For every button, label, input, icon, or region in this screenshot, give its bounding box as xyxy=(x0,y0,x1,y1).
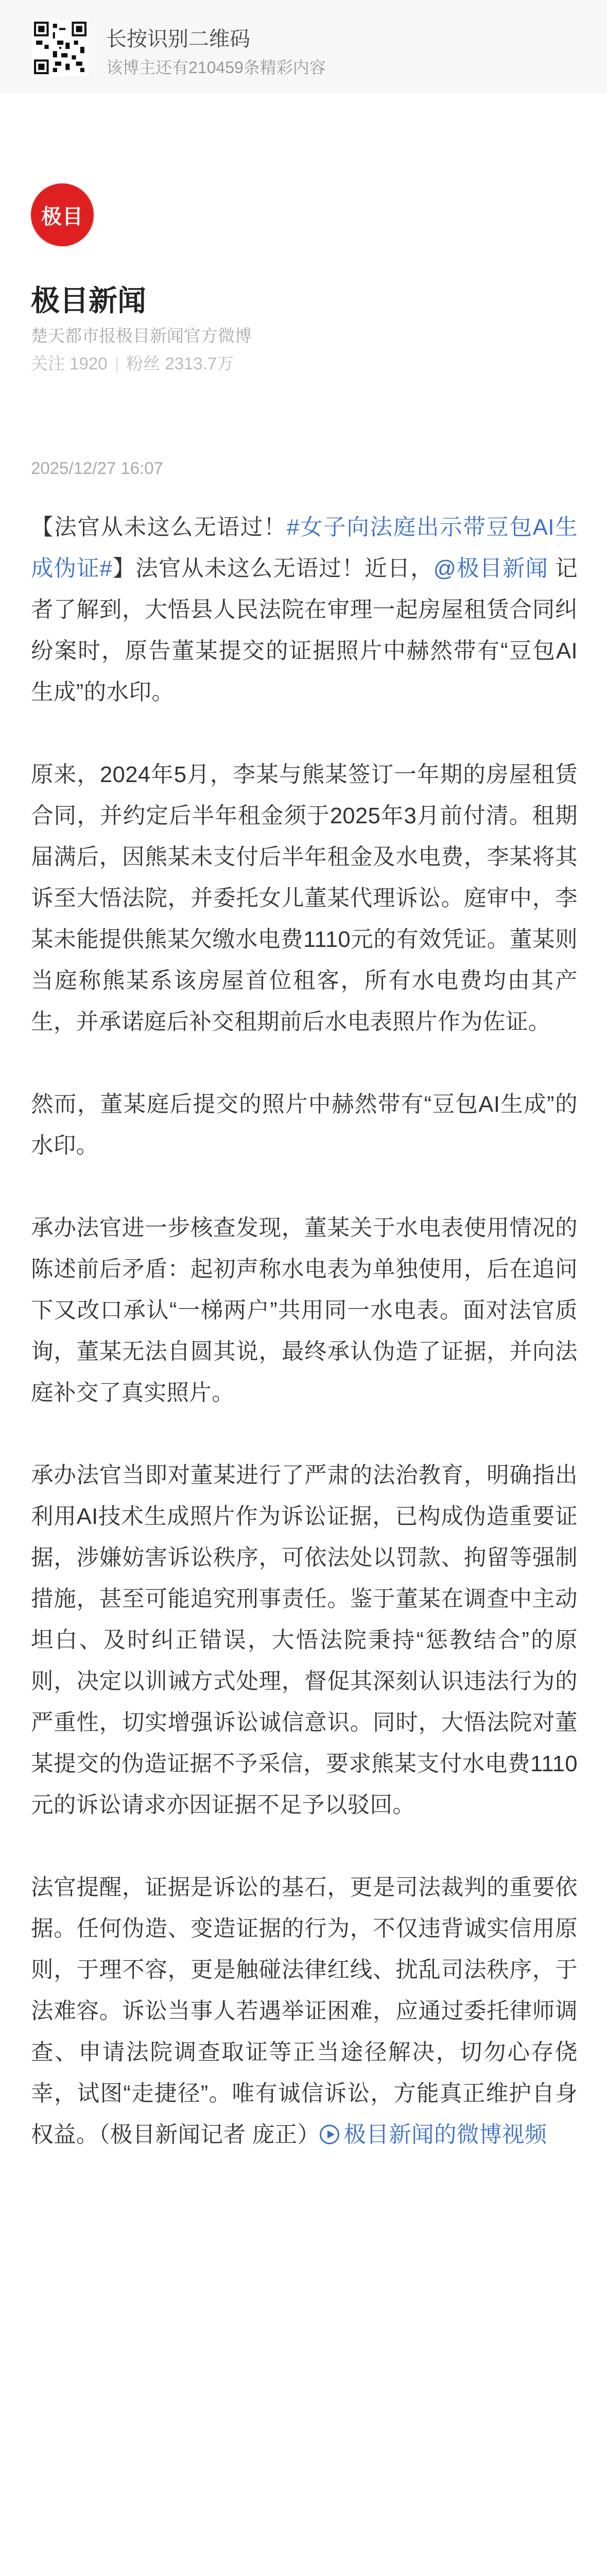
avatar[interactable] xyxy=(31,183,94,246)
p6-text: 法官提醒，证据是诉讼的基石，更是司法裁判的重要依据。任何伪造、变造证据的行为，不仅违背诚实信用原则，于理不容，更是触碰法律红线、扰乱司法秩序，于法难容。诉讼当事人若遇举证困难，应通过委托律师调查、申请法院调查取证等正当途径解决，切勿心存侥幸，试图“走捷径”。唯有诚信诉讼，方能真正维护自身权益。（极目新闻记者 庞正） xyxy=(31,1875,578,2147)
banner-subtitle: 该博主还有210459条精彩内容 xyxy=(106,58,326,77)
author-stats xyxy=(31,350,234,375)
paragraph-3: 然而，董某庭后提交的照片中赫然带有“豆包AI生成”的水印。 xyxy=(31,1092,578,1158)
stats-separator: | xyxy=(114,354,119,373)
paragraph-6 xyxy=(31,1867,578,2156)
mention-link[interactable]: @极目新闻 xyxy=(433,556,548,581)
topic-link[interactable]: #女子向法庭出示带豆包AI生成伪证# xyxy=(31,515,578,581)
p1-mid: 】法官从未这么无语过！近日， xyxy=(112,556,433,581)
post-time: 2025/12/27 16:07 xyxy=(31,459,163,478)
author-name[interactable]: 极目新闻 xyxy=(31,284,146,317)
qr-banner xyxy=(0,0,607,94)
follow-count: 关注 1920 xyxy=(31,354,108,373)
p1-tail: 记者了解到，大悟县人民法院在审理一起房屋租赁合同纠纷案时，原告董某提交的证据照片中赫然带有“豆包AI生成”的水印。 xyxy=(31,556,578,705)
p1-head: 【法官从未这么无语过！ xyxy=(31,515,287,540)
fans-count: 粉丝 2313.7万 xyxy=(126,354,234,373)
paragraph-1 xyxy=(31,507,578,713)
banner-title: 长按识别二维码 xyxy=(106,28,250,50)
avatar-logo-text: 极目 xyxy=(41,205,83,228)
author-description: 楚天都市报极目新闻官方微博 xyxy=(31,326,252,345)
qr-code-icon xyxy=(34,22,86,74)
video-link[interactable] xyxy=(320,2123,547,2147)
paragraph-2: 原来，2024年5月，李某与熊某签订一年期的房屋租赁合同，并约定后半年租金须于2025年3月前付清。租期届满后，因熊某未支付后半年租金及水电费，李某将其诉至大悟法院，并委托女儿董某代理诉讼。庭审中，李某未能提供熊某欠缴水电费1110元的有效凭证。董某则当庭称熊某系该房屋首位租客，所有水电费均由其产生，并承诺庭后补交租期前后水电表照片作为佐证。 xyxy=(31,762,578,1035)
paragraph-4: 承办法官进一步核查发现，董某关于水电表使用情况的陈述前后矛盾：起初声称水电表为单独使用，后在追问下又改口承认“一梯两户”共用同一水电表。面对法官质询，董某无法自圆其说，最终承认伪造了证据，并向法庭补交了真实照片。 xyxy=(31,1216,578,1405)
video-play-icon xyxy=(320,2125,339,2144)
paragraph-5: 承办法官当即对董某进行了严肃的法治教育，明确指出利用AI技术生成照片作为诉讼证据，已构成伪造重要证据，涉嫌妨害诉讼秩序，可依法处以罚款、拘留等强制措施，甚至可能追究刑事责任。鉴于董某在调查中主动坦白、及时纠正错误，大悟法院秉持“惩教结合”的原则，决定以训诫方式处理，督促其深刻认识违法行为的严重性，切实增强诉讼诚信意识。同时，大悟法院对董某提交的伪造证据不予采信，要求熊某支付水电费1110元的诉讼请求亦因证据不足予以驳回。 xyxy=(31,1463,578,1818)
post-body xyxy=(31,507,578,2197)
qr-code-small[interactable] xyxy=(32,20,89,76)
video-link-label: 极目新闻的微博视频 xyxy=(343,2123,547,2147)
